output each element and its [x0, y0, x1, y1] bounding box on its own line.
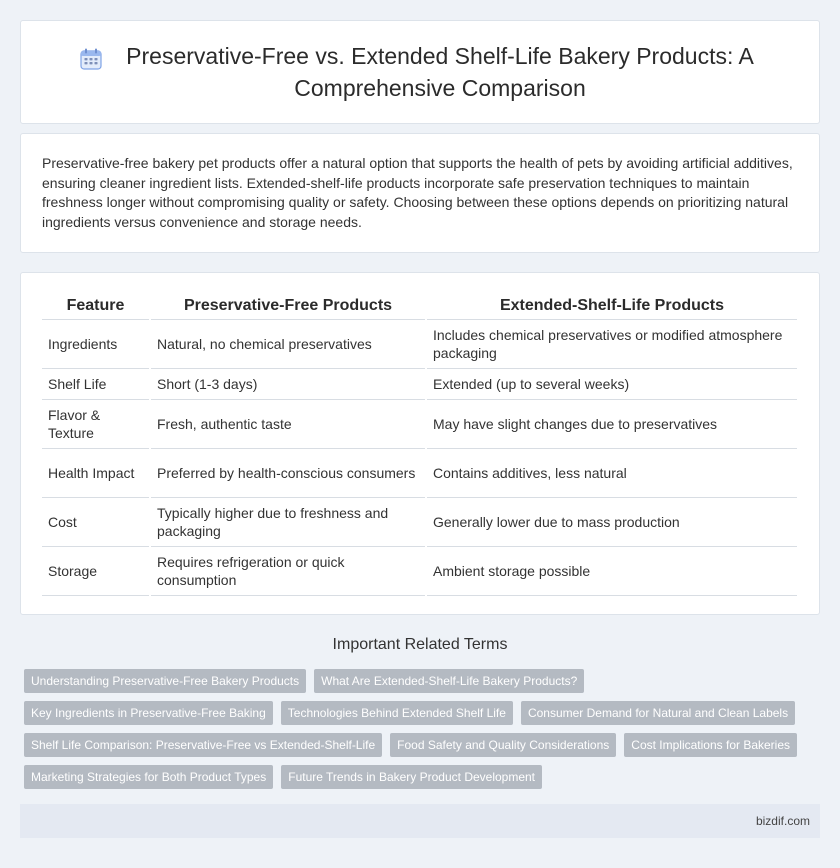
- table-cell: Extended (up to several weeks): [426, 368, 797, 399]
- page-title: Preservative-Free vs. Extended Shelf-Life Bakery Products: A Comprehensive Comparison: [126, 43, 754, 101]
- column-header-extended-shelf-life: Extended-Shelf-Life Products: [426, 293, 797, 319]
- table-cell: Fresh, authentic taste: [150, 399, 426, 448]
- table-cell: Flavor & Texture: [42, 399, 150, 448]
- table-cell: Natural, no chemical preservatives: [150, 319, 426, 368]
- footer-site-link[interactable]: bizdif.com: [755, 814, 810, 828]
- table-cell: Typically higher due to freshness and packaging: [150, 497, 426, 546]
- table-header-row: [42, 293, 797, 319]
- comparison-table: [42, 293, 797, 596]
- related-term-tag[interactable]: Marketing Strategies for Both Product Types: [24, 765, 273, 789]
- table-row: [42, 546, 797, 595]
- tag-row: [24, 701, 804, 725]
- column-header-preservative-free: Preservative-Free Products: [150, 293, 426, 319]
- intro-card: [20, 133, 820, 253]
- table-cell: Shelf Life: [42, 368, 150, 399]
- table-cell: Preferred by health-conscious consumers: [150, 448, 426, 497]
- related-terms-title: Important Related Terms: [332, 636, 508, 653]
- table-row: [42, 368, 797, 399]
- footer: [20, 804, 820, 838]
- table-row: [42, 319, 797, 368]
- table-cell: Cost: [42, 497, 150, 546]
- related-term-tag[interactable]: Understanding Preservative-Free Bakery Products: [24, 669, 306, 693]
- column-header-feature: Feature: [42, 293, 150, 319]
- related-terms-tags: [24, 669, 804, 797]
- table-cell: Requires refrigeration or quick consumption: [150, 546, 426, 595]
- table-row: [42, 399, 797, 448]
- related-term-tag[interactable]: Consumer Demand for Natural and Clean Labels: [521, 701, 795, 725]
- table-cell: Generally lower due to mass production: [426, 497, 797, 546]
- intro-paragraph: Preservative-free bakery pet products offer a natural option that supports the health of pets by avoiding artificial additives, ensuring cleaner ingredient lists. Extended-shelf-life products incorporate safe preservation techniques to maintain freshness longer without compromising quality or safety. Choosing between these options depends on prioritizing natural ingredients versus convenience and storage needs.: [42, 155, 793, 230]
- related-term-tag[interactable]: Key Ingredients in Preservative-Free Baking: [24, 701, 273, 725]
- tag-row: [24, 765, 804, 789]
- table-cell: Ambient storage possible: [426, 546, 797, 595]
- table-cell: Short (1-3 days): [150, 368, 426, 399]
- table-cell: Storage: [42, 546, 150, 595]
- tag-row: [24, 669, 804, 693]
- related-term-tag[interactable]: Future Trends in Bakery Product Development: [281, 765, 542, 789]
- related-term-tag[interactable]: Technologies Behind Extended Shelf Life: [281, 701, 513, 725]
- related-term-tag[interactable]: Food Safety and Quality Considerations: [390, 733, 616, 757]
- table-cell: Ingredients: [42, 319, 150, 368]
- related-term-tag[interactable]: Shelf Life Comparison: Preservative-Free vs Extended-Shelf-Life: [24, 733, 382, 757]
- table-row: [42, 497, 797, 546]
- table-cell: May have slight changes due to preservatives: [426, 399, 797, 448]
- header-card: [20, 20, 820, 124]
- table-cell: Health Impact: [42, 448, 150, 497]
- table-cell: Contains additives, less natural: [426, 448, 797, 497]
- related-term-tag[interactable]: What Are Extended-Shelf-Life Bakery Products?: [314, 669, 584, 693]
- table-cell: Includes chemical preservatives or modified atmosphere packaging: [426, 319, 797, 368]
- related-term-tag[interactable]: Cost Implications for Bakeries: [624, 733, 797, 757]
- comparison-table-card: [20, 272, 820, 615]
- table-row: [42, 448, 797, 497]
- tag-row: [24, 733, 804, 757]
